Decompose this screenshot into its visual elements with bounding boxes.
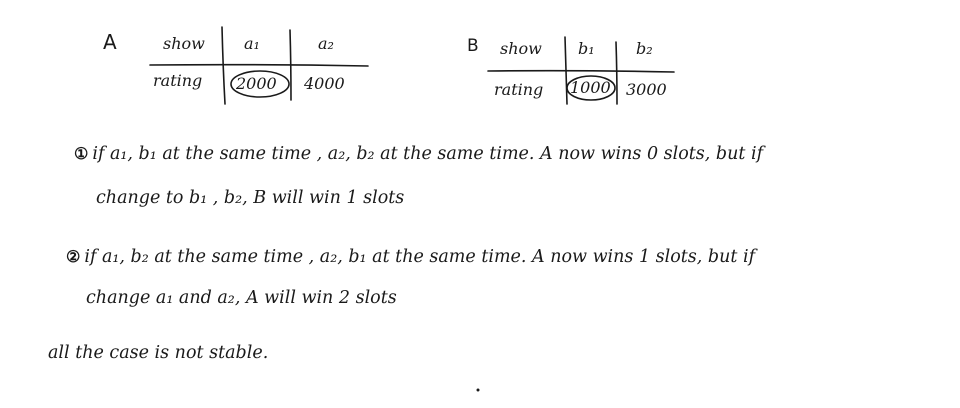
- case1-line1: [74, 146, 763, 164]
- table-a-row-label: rating: [153, 71, 203, 90]
- table-a-value-a2: 4000: [304, 74, 345, 93]
- table-a-header-a2: a₂: [318, 34, 334, 53]
- table-b-horizontal-rule: [488, 71, 674, 72]
- case1-line1-text: if a₁, b₁ at the same time , a₂, b₂ at the same time. A now wins 0 slots, but if: [92, 144, 764, 164]
- table-a-horizontal-rule: [150, 65, 368, 66]
- conclusion-text: all the case is not stable.: [48, 343, 269, 363]
- table-b-header-show: show: [500, 39, 542, 58]
- case1-marker: ①: [74, 144, 89, 163]
- case2-marker: ②: [66, 247, 81, 266]
- table-a-vertical-rule-2: [290, 30, 291, 100]
- case2-line1: [66, 249, 755, 267]
- case2-line2: change a₁ and a₂, A will win 2 slots: [86, 288, 397, 308]
- case2-line1-text: if a₁, b₂ at the same time , a₂, b₁ at the same time. A now wins 1 slots, but if: [84, 247, 756, 267]
- table-a-header-show: show: [163, 34, 205, 53]
- table-b-header-b1: b₁: [578, 39, 595, 58]
- table-b-header-b2: b₂: [636, 39, 653, 58]
- table-a-header-a1: a₁: [244, 34, 260, 53]
- table-b-value-b2: 3000: [626, 80, 667, 99]
- table-b-value-b1: 1000: [570, 78, 611, 97]
- table-a-vertical-rule-1: [222, 27, 225, 104]
- table-b-vertical-rule-2: [616, 42, 617, 104]
- table-a-value-a1: 2000: [236, 74, 277, 93]
- stray-dot: [477, 389, 480, 392]
- table-a-label: A: [103, 30, 117, 54]
- table-b-label: B: [467, 36, 479, 56]
- case1-line2: change to b₁ , b₂, B will win 1 slots: [96, 188, 405, 208]
- table-b-row-label: rating: [494, 80, 544, 99]
- table-b-vertical-rule-1: [565, 37, 567, 104]
